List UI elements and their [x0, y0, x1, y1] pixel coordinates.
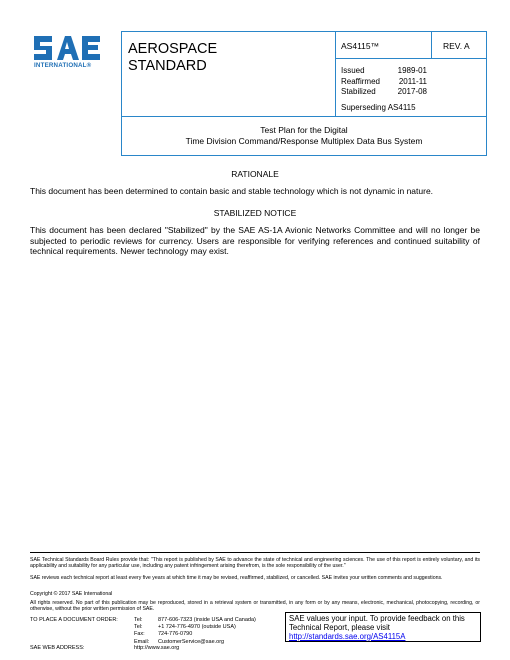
contact-row — [134, 617, 256, 624]
contact-email[interactable]: CustomerService@sae.org — [158, 638, 225, 645]
logo-subtitle: INTERNATIONAL® — [34, 62, 92, 69]
rules-text: SAE Technical Standards Board Rules provide that: "This report is published by SAE to advance the state of technical and engineering sciences. The use of this report is entirely voluntary, and its applicability and suitability for any particular use, including any patent infringement arising therefrom, is the sole responsibility of the user." — [30, 557, 480, 570]
date-label: Issued — [341, 66, 365, 75]
date-value: 2011-11 — [398, 76, 427, 86]
standard-type-line1: AEROSPACE — [128, 41, 218, 57]
superseding: Superseding AS4115 — [341, 103, 416, 112]
contact-row — [134, 624, 256, 631]
date-row — [341, 87, 427, 98]
web-label: SAE WEB ADDRESS: — [30, 645, 85, 651]
contact-key: Tel: — [134, 617, 143, 623]
title-line2: Time Division Command/Response Multiplex Data Bus System — [185, 136, 423, 146]
revision: REV. A — [443, 41, 470, 51]
date-label: Reaffirmed — [341, 76, 380, 86]
document-title — [121, 117, 487, 156]
contact-value: 877-606-7323 (inside USA and Canada) — [158, 617, 256, 623]
web-address-link[interactable]: http://www.sae.org — [134, 645, 180, 651]
rationale-heading: RATIONALE — [231, 169, 279, 179]
date-row — [341, 66, 427, 77]
copyright: Copyright © 2017 SAE International — [30, 591, 113, 597]
stabilized-heading: STABILIZED NOTICE — [213, 208, 297, 218]
date-label: Stabilized — [341, 87, 376, 96]
dates-cell — [336, 59, 486, 116]
date-value: 2017-08 — [397, 87, 427, 96]
doc-number-cell — [336, 32, 432, 59]
order-contacts — [134, 617, 256, 646]
rights-text: All rights reserved. No part of this publication may be reproduced, stored in a retrieval system or transmitted, in any form or by any means, electronic, mechanical, photocopying, recording, or otherwise, without the prior written permission of SAE. — [30, 600, 480, 613]
date-row — [341, 77, 427, 88]
contact-key: Tel: — [134, 624, 143, 631]
date-list — [341, 66, 427, 98]
contact-value: +1 724-776-4970 (outside USA) — [158, 624, 236, 631]
standard-type-cell — [122, 32, 336, 116]
review-text: SAE reviews each technical report at least every five years at which time it may be revised, reaffirmed, stabilized, or cancelled. SAE invites your written comments and suggestions. — [30, 575, 443, 581]
feedback-text: SAE values your input. To provide feedback on this Technical Report, please visit — [289, 614, 465, 632]
revision-cell — [432, 32, 486, 59]
feedback-link[interactable]: http://standards.sae.org/AS4115A — [289, 631, 406, 641]
rationale-text: This document has been determined to contain basic and stable technology which is not dynamic in nature. — [30, 186, 434, 196]
order-label: TO PLACE A DOCUMENT ORDER: — [30, 617, 118, 623]
doc-number: AS4115™ — [341, 41, 380, 51]
footer-divider — [30, 552, 480, 553]
date-value: 1989-01 — [397, 66, 427, 75]
contact-key: Email: — [134, 638, 150, 645]
document-header — [121, 31, 487, 117]
standard-type-line2: STANDARD — [128, 58, 207, 74]
feedback-box — [285, 612, 481, 642]
stabilized-text: This document has been declared "Stabilized" by the SAE AS-1A Avionic Networks Committee and will no longer be subjected to periodic reviews for currency. Users are responsible for verifying references and continued suitability of technical requirements. Newer technology may exist. — [30, 225, 480, 256]
contact-key: Fax: — [134, 631, 145, 638]
contact-row — [134, 631, 256, 638]
standard-type — [128, 41, 217, 75]
title-line1: Test Plan for the Digital — [260, 125, 348, 135]
contact-value: 724-776-0790 — [158, 631, 193, 638]
